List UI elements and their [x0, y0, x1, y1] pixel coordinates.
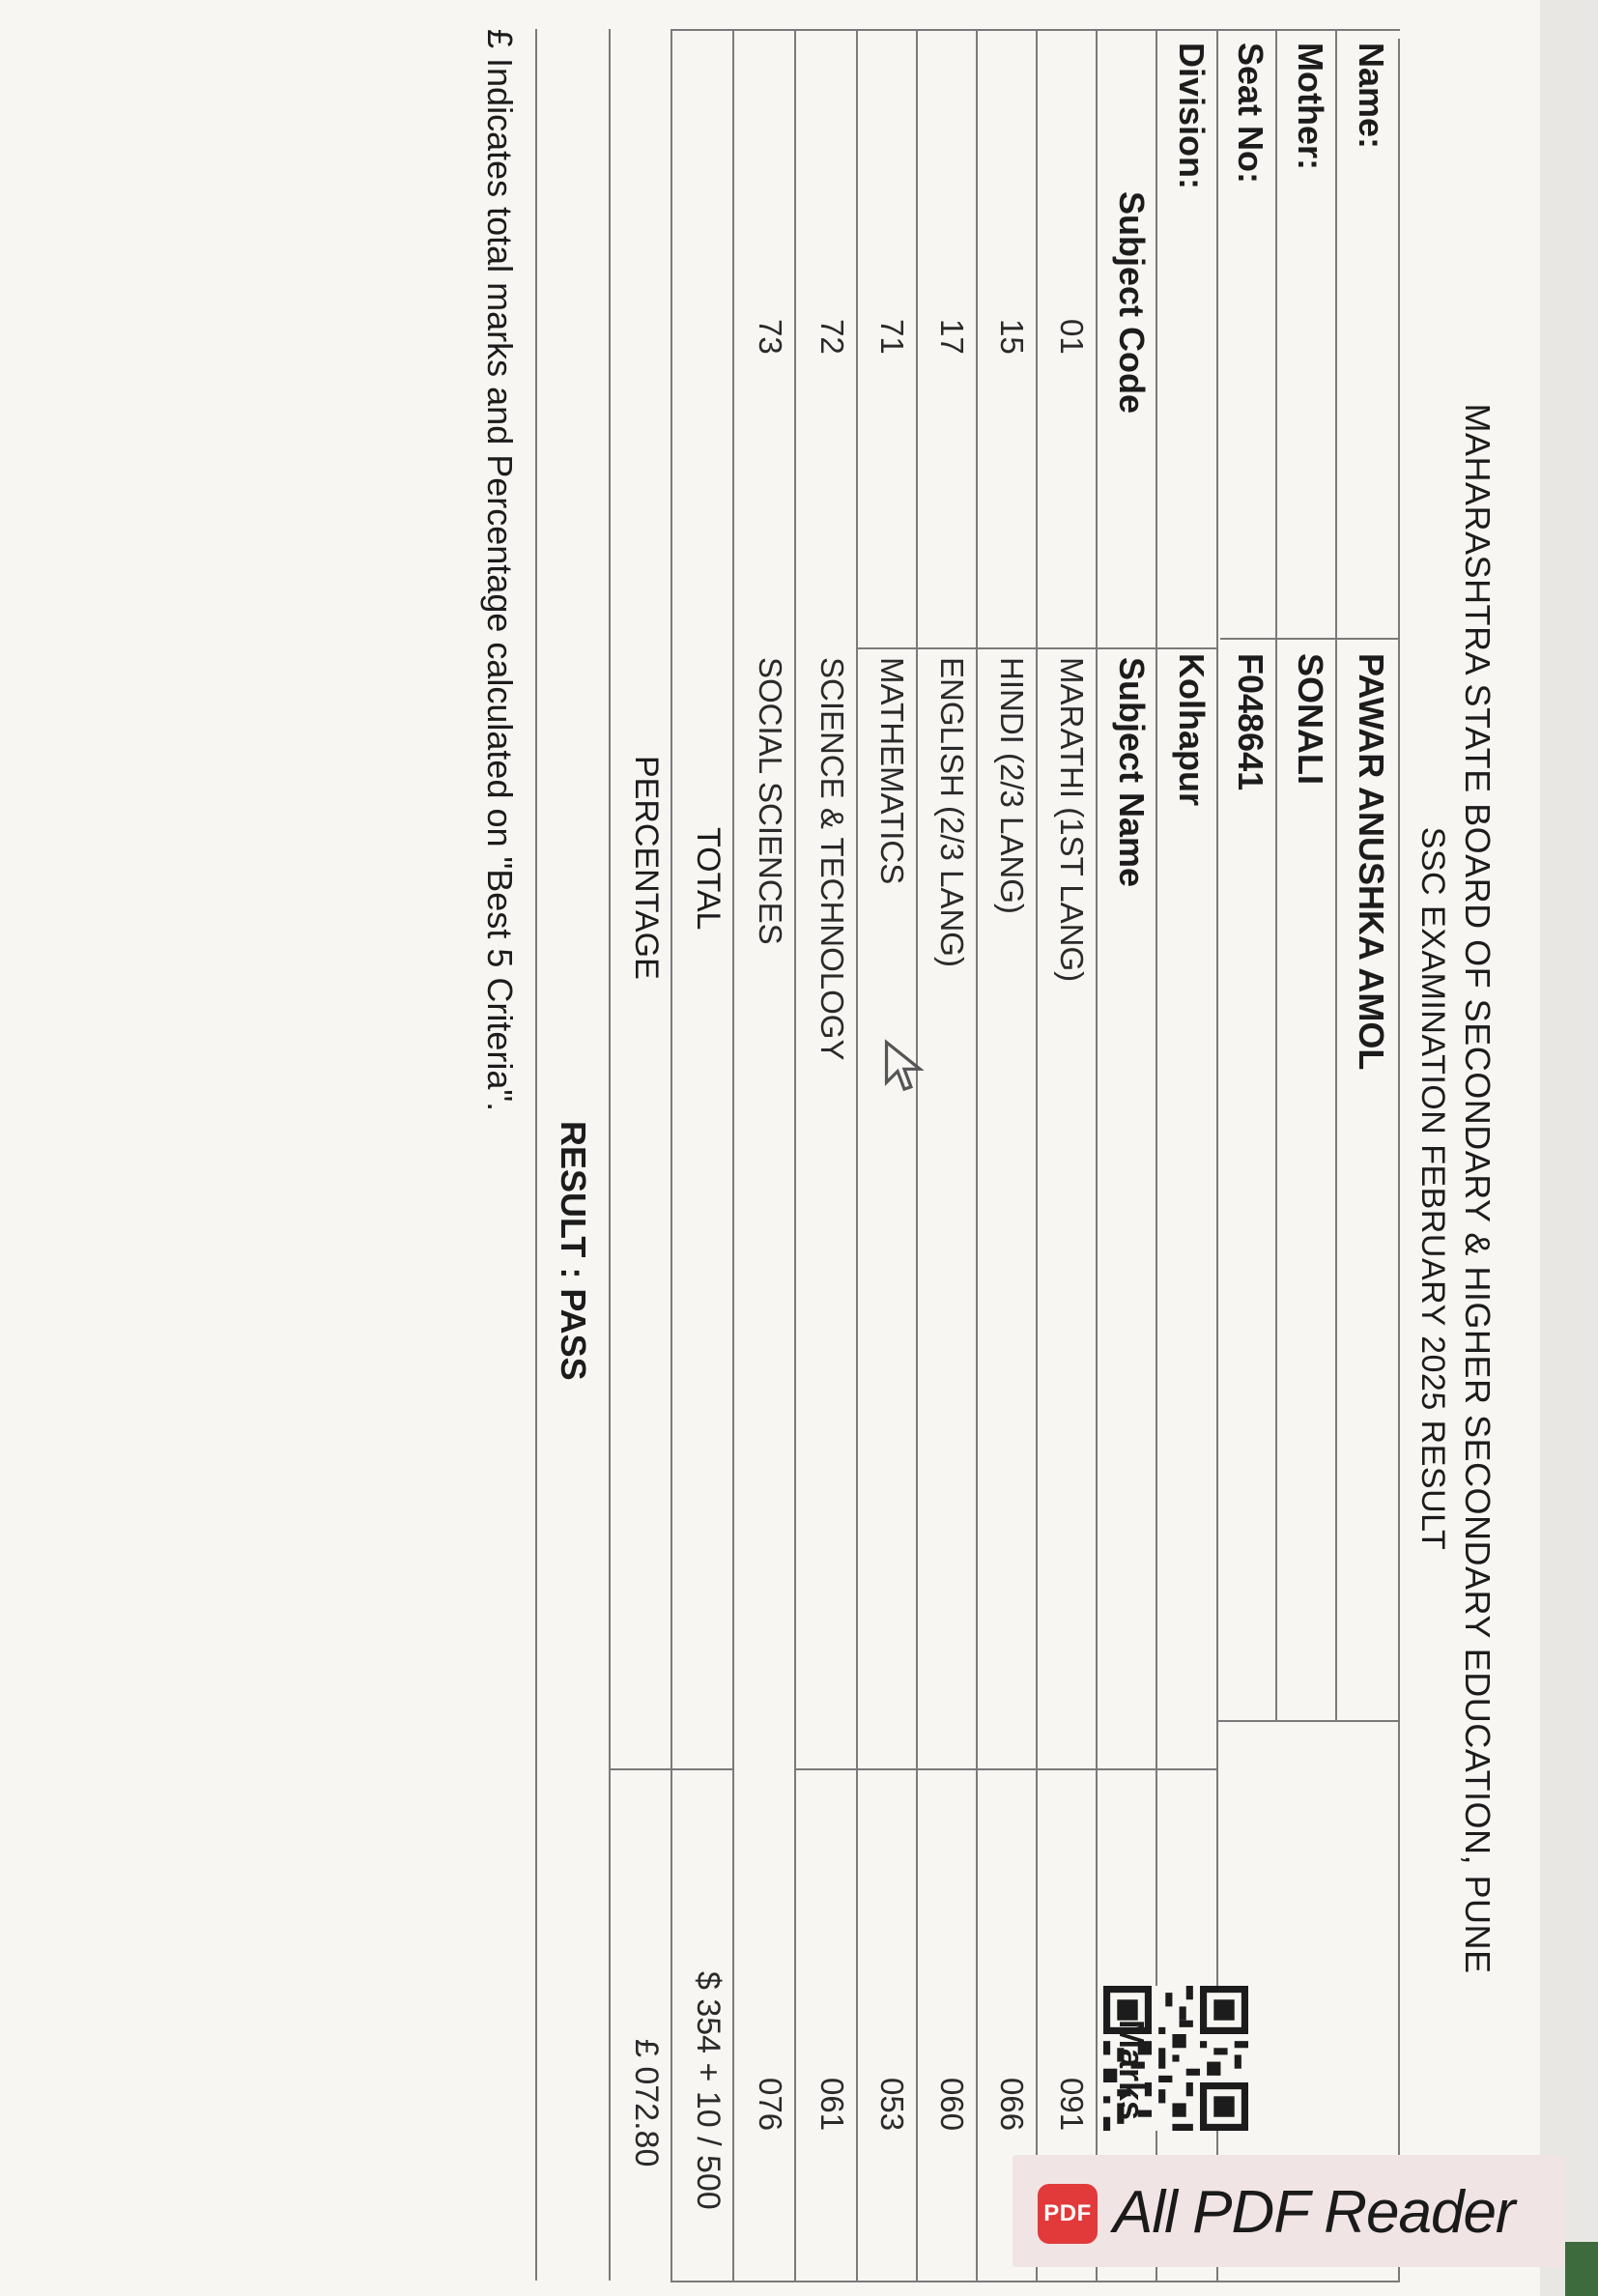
student-name: PAWAR ANUSHKA AMOL [1352, 653, 1391, 1071]
rule [1096, 29, 1098, 2281]
table-row-code: 15 [994, 319, 1030, 355]
rule [671, 29, 672, 2281]
table-row-marks: 053 [874, 2078, 910, 2132]
table-row-marks: 060 [934, 2078, 970, 2132]
seat-label: Seat No: [1231, 43, 1270, 185]
rule [535, 29, 537, 2281]
table-row-subject: SCIENCE & TECHNOLOGY [814, 657, 850, 1061]
rule [1220, 638, 1400, 640]
subject-name-header: Subject Name [1112, 657, 1152, 888]
rule [671, 29, 1400, 31]
rule [1216, 1720, 1400, 1722]
subject-code-header: Subject Code [1112, 191, 1152, 415]
table-row-subject: ENGLISH (2/3 LANG) [934, 657, 970, 967]
table-row-subject: MARATHI (1ST LANG) [1054, 657, 1090, 983]
percentage-value: £ 072.80 [628, 2039, 665, 2167]
rule [1156, 29, 1157, 2281]
board-title: MAHARASHTRA STATE BOARD OF SECONDARY & HIGHER SECONDARY EDUCATION, PUNE [1458, 403, 1498, 1974]
percentage-label: PERCENTAGE [628, 756, 665, 980]
scan-edge [1540, 0, 1598, 2296]
scan-background-corner [1565, 2242, 1598, 2296]
rule [858, 647, 1217, 649]
table-row-marks: 076 [753, 2078, 788, 2132]
rule [1398, 39, 1400, 2281]
table-row-subject: SOCIAL SCIENCES [753, 657, 788, 945]
rule [732, 29, 734, 2281]
rule [609, 29, 611, 2281]
rule [794, 29, 796, 2281]
table-row-marks: 091 [1054, 2078, 1090, 2132]
rule [916, 29, 918, 2281]
marks-header: Marks [1112, 2020, 1152, 2121]
division-value: Kolhapur [1172, 653, 1212, 806]
mouse-pointer-icon [881, 1038, 927, 1096]
name-label: Name: [1352, 43, 1391, 150]
rule [856, 29, 858, 2281]
result-status: RESULT : PASS [554, 1121, 593, 1381]
mother-label: Mother: [1291, 43, 1330, 170]
table-row-code: 17 [934, 319, 970, 355]
rule [1036, 29, 1038, 2281]
total-value: $ 354 + 10 / 500 [690, 1971, 727, 2210]
pdf-app-icon: PDF [1038, 2184, 1098, 2244]
rule [1275, 29, 1277, 1720]
table-row-code: 72 [814, 319, 850, 355]
table-row-subject: MATHEMATICS [874, 657, 910, 885]
pdf-reader-watermark [1013, 2155, 1565, 2267]
footnote: £ Indicates total marks and Percentage calculated on "Best 5 Criteria". [480, 29, 520, 1112]
rule [671, 2281, 1400, 2282]
division-label: Division: [1172, 43, 1212, 190]
rule [1335, 29, 1337, 1720]
table-row-code: 01 [1054, 319, 1090, 355]
rule [796, 1768, 1217, 1770]
table-row-code: 73 [753, 319, 788, 355]
table-row-subject: HINDI (2/3 LANG) [994, 657, 1030, 914]
seat-number: F048641 [1231, 653, 1270, 791]
rule [1216, 29, 1218, 2281]
rule [976, 29, 978, 2281]
mother-name: SONALI [1291, 653, 1330, 786]
pdf-reader-brand: All PDF Reader [1113, 2179, 1515, 2246]
exam-title: SSC EXAMINATION FEBRUARY 2025 RESULT [1414, 826, 1451, 1551]
total-label: TOTAL [690, 827, 727, 931]
rule [609, 1768, 734, 1770]
table-row-marks: 066 [994, 2078, 1030, 2132]
table-row-marks: 061 [814, 2078, 850, 2132]
table-row-code: 71 [874, 319, 910, 355]
